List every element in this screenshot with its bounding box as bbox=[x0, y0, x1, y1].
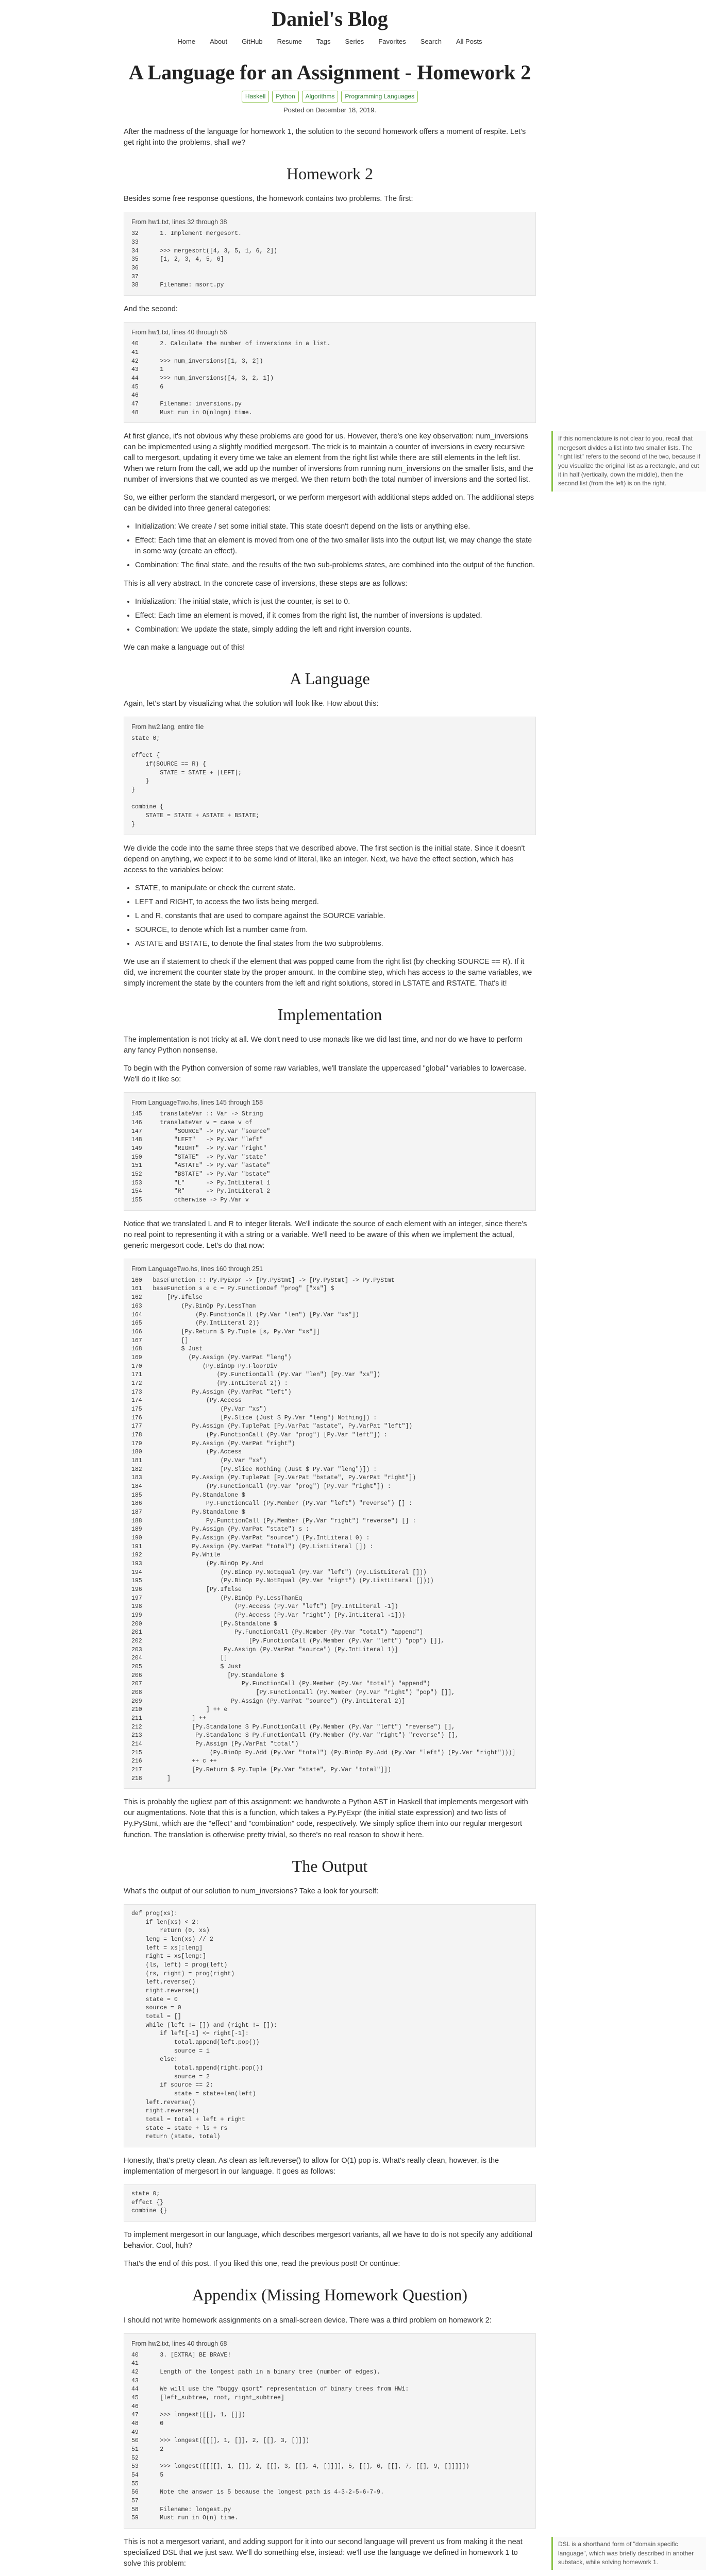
code-block-hw-problem-1 bbox=[124, 212, 536, 296]
paragraph-impl: The implementation is not tricky at all. We don't need to use monads like we did last time, and nor do we have to perform any fancy Python nonsense. bbox=[124, 1036, 523, 1055]
paragraph-use-if: We use an if statement to check if the element that was popped came from the right list (by checking SOURCE == R). If it did, we increment the counter state by the proper amount. In the combine step, which has access to the same variables, we simply increment the state by the counters from the left and right solutions, stored in LSTATE and RSTATE. That's it! bbox=[124, 957, 532, 988]
paragraph-and-second: And the second: bbox=[124, 305, 178, 314]
list-item: • Effect: Each time an element is moved, if it comes from the right list, the number of inversions is updated. bbox=[135, 611, 536, 621]
site-nav bbox=[0, 34, 660, 56]
code-caption[interactable]: From LanguageTwo.hs, lines 145 through 158 bbox=[131, 1099, 263, 1107]
code-caption[interactable]: From hw1.txt, lines 40 through 56 bbox=[131, 329, 227, 336]
paragraph-translated: Notice that we translated L and R to integer literals. We'll indicate the source of each element with an integer, since there's no real point to representing it with a string or a variable. We'll need to be aware of this when we implement the actual, generic mergesort code. Let's do that now: bbox=[124, 1219, 527, 1250]
steps-list bbox=[124, 521, 536, 571]
nav-home[interactable]: Home bbox=[177, 38, 196, 45]
paragraph-appendix: I should not write homework assignments on a small-screen device. There was a third problem on homework 2: bbox=[124, 2316, 492, 2325]
nav-all-posts[interactable]: All Posts bbox=[456, 38, 482, 45]
code-block-hw-problem-3 bbox=[124, 2333, 536, 2529]
posted-date: Posted on December 18, 2019. bbox=[283, 106, 376, 114]
heading-appendix: Appendix (Missing Homework Question) bbox=[192, 2285, 468, 2304]
inversion-steps-list bbox=[124, 597, 536, 635]
code-block-hw-problem-2 bbox=[124, 322, 536, 423]
nav-series[interactable]: Series bbox=[345, 38, 364, 45]
heading-a-language: A Language bbox=[290, 669, 370, 688]
code-text: 32 1. Implement mergesort. 33 34 >>> mergesort([4, 3, 5, 1, 6, 2]) 35 [1, 2, 3, 4, 5, 6] 36 37 38 Filename: msort.py bbox=[131, 230, 277, 289]
code-block-python-output bbox=[124, 1904, 536, 2147]
site-header bbox=[0, 0, 660, 56]
site-title[interactable]: Daniel's Blog bbox=[272, 7, 388, 30]
heading-implementation: Implementation bbox=[277, 1005, 382, 1024]
code-block-translate-var bbox=[124, 1092, 536, 1211]
nav-tags[interactable]: Tags bbox=[316, 38, 331, 45]
list-item: • L and R, constants that are used to compare against the SOURCE variable. bbox=[135, 911, 536, 922]
nav-github[interactable]: GitHub bbox=[242, 38, 263, 45]
paragraph-problems: Besides some free response questions, the homework contains two problems. The first: bbox=[124, 195, 413, 204]
tag-python[interactable]: Python bbox=[272, 91, 298, 103]
nav-favorites[interactable]: Favorites bbox=[378, 38, 406, 45]
sidenote-row bbox=[124, 431, 700, 487]
paragraph-ugliest: This is probably the ugliest part of this assignment: we handwrote a Python AST in Haskell that implements mergesort with our augmentations. Note that this is a function, which takes a Py.PyExpr (the initial state expression) and two lists of Py.PyStmt, which are the "effect" and "combination" code, respectively. We simply splice them into our regular mergesort function. The translation is otherwise pretty trivial, so there's no real reason to show it here. bbox=[124, 1798, 528, 1839]
code-text: 40 2. Calculate the number of inversions in a list. 41 42 >>> num_inversions([1, 3, 2]) 43 1 44 >>> num_inversions([4, 3, 2, 1]) 45 6 46 47 Filename: inversions.py 48 Must run in O(nlogn) time. bbox=[131, 341, 331, 416]
nav-search[interactable]: Search bbox=[420, 38, 442, 45]
paragraph-honestly: Honestly, that's pretty clean. As clean as left.reverse() to allow for O(1) pop is. What's really clean, however, is the implementation of mergesort in our language. It goes as follows: bbox=[124, 2157, 499, 2176]
code-caption[interactable]: From hw1.txt, lines 32 through 38 bbox=[131, 218, 227, 226]
list-item: • ASTATE and BSTATE, to denote the final states from the two subproblems. bbox=[135, 939, 536, 950]
tag-programming-languages[interactable]: Programming Languages bbox=[341, 91, 418, 103]
code-text: 160 baseFunction :: Py.PyExpr -> [Py.PyStmt] -> [Py.PyStmt] -> Py.PyStmt 161 baseFunction s e c = Py.FunctionDef "prog" ["xs"] $ 162 [Py.IfElse 163 (Py.BinOp Py.LessThan 164 (Py.FunctionCall (Py.Var "len") [Py.Var "xs"]) 165 (Py.IntLiteral 2)) 166 [Py.Return $ Py.Tuple [s, Py.Var "xs"]] 167 [] 168 $ Just 169 (Py.Assign (Py.VarPat "leng") 170 (Py.BinOp Py.FloorDiv 171 (Py.FunctionCall (Py.Var "len") [Py.Var "xs"]) 172 (Py.IntLiteral 2)) : 173 Py.Assign (Py.VarPat "left") 174 (Py.Access 175 (Py.Var "xs") 176 [Py.Slice (Just $ Py.Var "leng") Nothing]) : 177 Py.Assign (Py.TuplePat [Py.VarPat "astate", Py.VarPat "left"]) 178 (Py.FunctionCall (Py.Var "prog") [Py.Var "left"]) : 179 Py.Assign (Py.VarPat "right") 180 (Py.Access 181 (Py.Var "xs") 182 [Py.Slice Nothing (Just $ Py.Var "leng")]) : 183 Py.Assign (Py.TuplePat [Py.VarPat "bstate", Py.VarPat "right"]) 184 (Py.FunctionCall (Py.Var "prog") [Py.Var "right"]) : 185 Py.Standalone $ 186 Py.FunctionCall (Py.Member (Py.Var "left") "reverse") [] : 187 Py.Standalone $ 188 Py.FunctionCall (Py.Member (Py.Var "right") "reverse") [] : 189 Py.Assign (Py.VarPat "state") s : 190 Py.Assign (Py.VarPat "source") (Py.IntLiteral 0) : 191 Py.Assign (Py.VarPat "total") (Py.ListLiteral []) : 192 Py.While 193 (Py.BinOp Py.And 194 (Py.BinOp Py.NotEqual (Py.Var "left") (Py.ListLiteral [])) 195 (Py.BinOp Py.NotEqual (Py.Var "right") (Py.ListLiteral []))) 196 [Py.IfElse 197 (Py.BinOp Py.LessThanEq 198 (Py.Access (Py.Var "left") [Py.IntLiteral -1]) 199 (Py.Access (Py.Var "right") [Py.IntLiteral -1])) 200 [Py.Standalone $ 201 Py.FunctionCall (Py.Member (Py.Var "total") "append") 202 [Py.FunctionCall (Py.Member (Py.Var "left") "pop") []], 203 Py.Assign (Py.VarPat "source") (Py.IntLiteral 1)] 204 [] 205 $ Just 206 [Py.Standalone $ 207 Py.FunctionCall (Py.Member (Py.Var "total") "append") 208 [Py.FunctionCall (Py.Member (Py.Var "right") "pop") []], 209 Py.Assign (Py.VarPat "source") (Py.IntLiteral 2)] 210 ] ++ e 211 ] ++ 212 [Py.Standalone $ Py.FunctionCall (Py.Member (Py.Var "left") "reverse") [], 213 Py.Standalone $ Py.FunctionCall (Py.Member (Py.Var "right") "reverse") [], 214 Py.Assign (Py.VarPat "total") 215 (Py.BinOp Py.Add (Py.Var "total") (Py.BinOp Py.Add (Py.Var "left") (Py.Var "right")))] 216 ++ c ++ 217 [Py.Return $ Py.Tuple [Py.Var "state", Py.Var "total"]]) 218 ] bbox=[131, 1277, 516, 1782]
code-caption[interactable]: From hw2.txt, lines 40 through 68 bbox=[131, 2340, 227, 2347]
list-item: • LEFT and RIGHT, to access the two lists being merged. bbox=[135, 897, 536, 908]
list-item: • Combination: The final state, and the results of the two sub-problems states, are combined into the output of the function. bbox=[135, 560, 536, 571]
paragraph-not-mergesort: This is not a mergesort variant, and adding support for it into our second language will prevent us from making it the neat specialized DSL that we just saw. We'll do something else, instead: we'll use the language we defined in homework 1 to solve this problem: bbox=[124, 2538, 523, 2568]
sidenote-dsl: DSL is a shorthand form of "domain specific language", which was briefly described in another substack, while solving homework 1. bbox=[551, 2537, 706, 2570]
sidenote-right-list: If this nomenclature is not clear to you, recall that mergesort divides a list into two smaller lists. The "right list" refers to the second of the two, because if you visualize the original list as a rectangle, and cut it in half (vertically, down the middle), then the second list (from the left) is on the right. bbox=[551, 431, 706, 491]
code-text: 40 3. [EXTRA] BE BRAVE! 41 42 Length of the longest path in a binary tree (number of edges). 43 44 We will use the "buggy qsort" representation of binary trees from HW1: 45 [left_subtree, root, right_subtree] 46 47 >>> longest([[], 1, []]) 48 0 49 50 >>> longest([[[], 1, []], 2, [[], 3, []]]) 51 2 52 53 >>> longest([[[[], 1, []], 2, [[], 3, [[], 4, []]]], 5, [[], 6, [[], 7, [[], 9, []]]]]) 54 5 55 56 Note the answer is 5 because the longest path is 4-3-2-5-6-7-9. 57 58 Filename: longest.py 59 Must run in O(n) time. bbox=[131, 2351, 469, 2522]
paragraph-abstract: This is all very abstract. In the concrete case of inversions, these steps are as follows: bbox=[124, 579, 408, 588]
tag-list bbox=[124, 91, 536, 103]
list-item: • SOURCE, to denote which list a number came from. bbox=[135, 925, 536, 936]
code-block-lang-example bbox=[124, 717, 536, 835]
paragraph-first-glance: At first glance, it's not obvious why these problems are good for us. However, there's one key observation: num_inversions can be implemented using a slightly modified mergesort. The trick is to maintain a counter of inversions in every recursive call to mergesort, updating it every time we take an element from the right list while there are still elements in the left list. When we return from the call, we add up the number of inversions from running num_inversions on the smaller lists, and the number of inversions that we counted as we merged. We then return both the total number of inversions and the sorted list. bbox=[124, 432, 533, 484]
variables-list bbox=[124, 883, 536, 950]
list-item: • Initialization: We create / set some initial state. This state doesn't depend on the lists or anything else. bbox=[135, 521, 536, 532]
tag-algorithms[interactable]: Algorithms bbox=[302, 91, 339, 103]
code-block-mergesort-lang bbox=[124, 2184, 536, 2222]
code-text: def prog(xs): if len(xs) < 2: return (0, xs) leng = len(xs) // 2 left = xs[:leng] right = xs[leng:] (ls, left) = prog(left) (rs, right) = prog(right) left.reverse() right.reverse() state = 0 source = 0 total = [] while (left != []) and (right != []): if left[-1] <= right[-1]: total.append(left.pop()) source = 1 else: total.append(right.pop()) source = 2 if source == 2: state = state+len(left) left.reverse() right.reverse() total = total + left + right state = state + ls + rs return (state, total) bbox=[131, 1910, 277, 2141]
paragraph-visualize: Again, let's start by visualizing what the solution will look like. How about this: bbox=[124, 699, 379, 708]
paragraph-end-of-post: That's the end of this post. If you liked this one, read the previous post! Or continue: bbox=[124, 2260, 400, 2268]
code-text: state 0; effect {} combine {} bbox=[131, 2191, 167, 2215]
nav-about[interactable]: About bbox=[210, 38, 228, 45]
paragraph-implement: To implement mergesort in our language, which describes mergesort variants, all we have to do is not specify any additional behavior. Cool, huh? bbox=[124, 2231, 533, 2250]
code-caption[interactable]: From LanguageTwo.hs, lines 160 through 251 bbox=[131, 1265, 263, 1273]
list-item: • Effect: Each time that an element is moved from one of the two smaller lists into the output list, we may change the state in some way (create an effect). bbox=[135, 535, 536, 557]
nav-resume[interactable]: Resume bbox=[277, 38, 302, 45]
sidenote-row bbox=[124, 2537, 694, 2569]
paragraph-steps-intro: So, we either perform the standard mergesort, or we perform mergesort with additional steps added on. The additional steps can be divided into three general categories: bbox=[124, 494, 534, 513]
heading-homework-2: Homework 2 bbox=[287, 164, 373, 183]
code-caption[interactable]: From hw2.lang, entire file bbox=[131, 723, 204, 731]
paragraph-divide: We divide the code into the same three steps that we described above. The first section is the initial state. Since it doesn't depend on anything, we expect it to be some kind of literal, like an integer. Next, we have the effect section, which has access to the variables below: bbox=[124, 844, 525, 874]
intro-paragraph: After the madness of the language for homework 1, the solution to the second homework offers a moment of respite. Let's get right into the problems, shall we? bbox=[124, 127, 526, 147]
code-text: 145 translateVar :: Var -> String 146 translateVar v = case v of 147 "SOURCE" -> Py.Var "source" 148 "LEFT" -> Py.Var "left" 149 "RIGHT" -> Py.Var "right" 150 "STATE" -> Py.Var "state" 151 "ASTATE" -> Py.Var "astate" 152 "BSTATE" -> Py.Var "bstate" 153 "L" -> Py.IntLiteral 1 154 "R" -> Py.IntLiteral 2 155 otherwise -> Py.Var v bbox=[131, 1111, 271, 1204]
code-block-base-function bbox=[124, 1259, 536, 1789]
list-item: • Combination: We update the state, simply adding the left and right inversion counts. bbox=[135, 624, 536, 635]
post-body bbox=[124, 60, 700, 2576]
paragraph-whats-output: What's the output of our solution to num_inversions? Take a look for yourself: bbox=[124, 1887, 379, 1895]
tag-haskell[interactable]: Haskell bbox=[242, 91, 269, 103]
paragraph-make-language: We can make a language out of this! bbox=[124, 643, 245, 652]
list-item: • STATE, to manipulate or check the current state. bbox=[135, 883, 536, 894]
code-text: state 0; effect { if(SOURCE == R) { STATE = STATE + |LEFT|; } } combine { STATE = STATE + ASTATE + BSTATE; } bbox=[131, 735, 260, 828]
list-item: • Initialization: The initial state, which is just the counter, is set to 0. bbox=[135, 597, 536, 607]
heading-the-output: The Output bbox=[292, 1856, 368, 1875]
paragraph-begin: To begin with the Python conversion of some raw variables, we'll translate the uppercased "global" variables to lowercase. We'll do it like so: bbox=[124, 1064, 527, 1084]
post-title: A Language for an Assignment - Homework 2 bbox=[128, 60, 531, 84]
